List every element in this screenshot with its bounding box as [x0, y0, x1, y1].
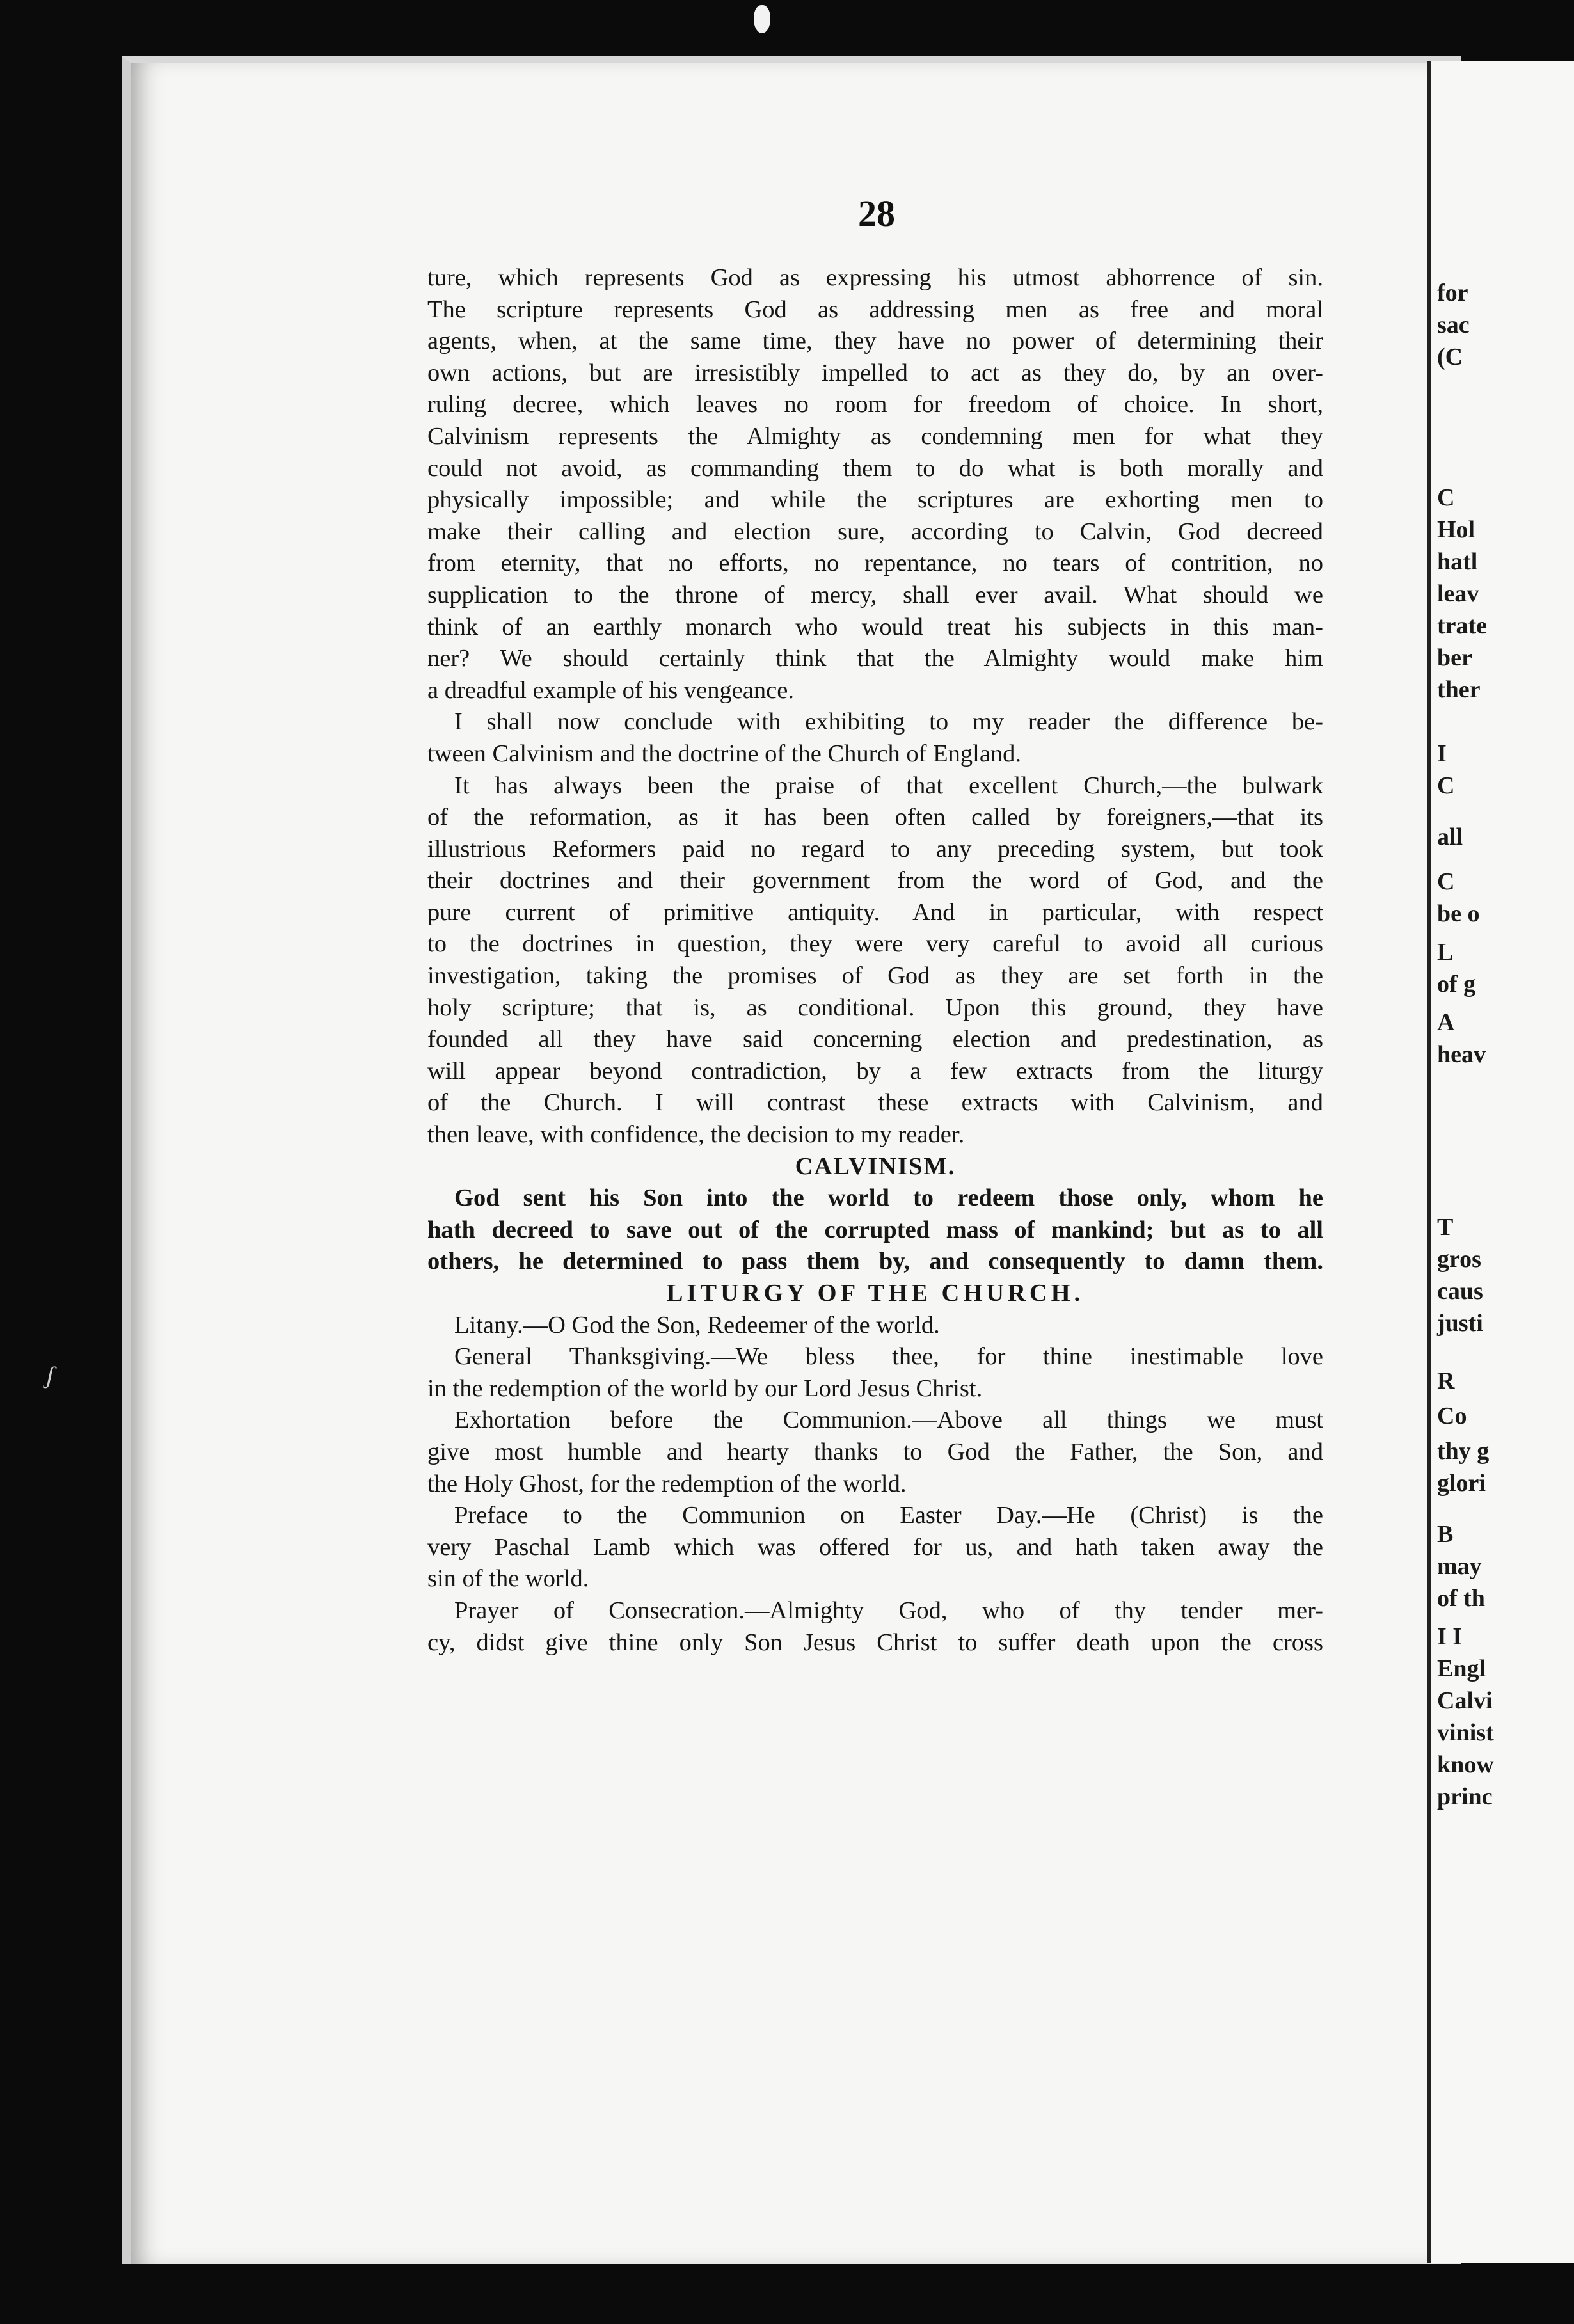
text-line: make their calling and election sure, according to Calvin, God decreed	[427, 518, 1323, 545]
text-line: cy, didst give thine only Son Jesus Christ to suffer death upon the cross	[427, 1628, 1323, 1656]
right-page-fragment: (C	[1437, 344, 1463, 370]
right-page-fragment: ber	[1437, 644, 1472, 671]
text-line: General Thanksgiving.—We bless thee, for thine inestimable love	[454, 1343, 1323, 1371]
paragraph-consecration	[427, 1595, 1323, 1659]
text-line: The scripture represents God as addressing men as free and moral	[427, 296, 1323, 323]
right-page-fragment: A	[1437, 1009, 1455, 1036]
text-line: founded all they have said concerning election and predestination, as	[427, 1026, 1323, 1053]
right-page-fragment: justi	[1437, 1310, 1483, 1337]
right-page-fragment: may	[1437, 1553, 1482, 1580]
right-page-fragment: C	[1437, 484, 1455, 511]
text-line: think of an earthly monarch who would treat his subjects in this man-	[427, 613, 1323, 641]
text-line: very Paschal Lamb which was offered for us, and hath taken away the	[427, 1533, 1323, 1561]
right-page-fragment: L	[1437, 939, 1454, 966]
right-page-fragment: princ	[1437, 1783, 1493, 1810]
paragraph-thanksgiving	[427, 1341, 1323, 1405]
text-line: their doctrines and their government from the word of God, and the	[427, 867, 1323, 895]
right-page-fragment: be o	[1437, 900, 1480, 927]
right-page-fragment: trate	[1437, 612, 1488, 639]
right-page-fragment: Co	[1437, 1403, 1467, 1429]
right-page-fragment: Calvi	[1437, 1687, 1493, 1714]
text-line: supplication to the throne of mercy, shall ever avail. What should we	[427, 581, 1323, 609]
paragraph-conclusion-intro	[427, 706, 1323, 770]
text-line: Preface to the Communion on Easter Day.—He (Christ) is the	[454, 1502, 1323, 1529]
right-page-fragment: thy g	[1437, 1438, 1490, 1465]
text-line: hath decreed to save out of the corrupted mass of mankind; but as to all	[427, 1216, 1323, 1243]
right-page-fragment: Hol	[1437, 516, 1475, 543]
text-line: Exhortation before the Communion.—Above all things we must	[454, 1406, 1323, 1434]
right-page-fragment: know	[1437, 1751, 1494, 1778]
text-line: ruling decree, which leaves no room for freedom of choice. In short,	[427, 391, 1323, 418]
paragraph-preface	[427, 1500, 1323, 1595]
text-line: own actions, but are irresistibly impelled to act as they do, by an over-	[427, 359, 1323, 386]
right-page-fragment: ther	[1437, 676, 1481, 703]
heading-liturgy: LITURGY OF THE CHURCH.	[666, 1280, 1085, 1307]
heading-calvinism: CALVINISM.	[795, 1152, 956, 1180]
text-line: Calvinism represents the Almighty as condemning men for what they	[427, 422, 1323, 450]
right-page-fragment: B	[1437, 1521, 1454, 1548]
right-page-fragment: leav	[1437, 580, 1479, 607]
right-page-fragment: I I	[1437, 1623, 1463, 1650]
right-page-fragment: all	[1437, 824, 1463, 850]
paragraph-church-praise	[427, 770, 1323, 1151]
text-line: Prayer of Consecration.—Almighty God, who of thy tender mer-	[454, 1596, 1323, 1624]
text-line: agents, when, at the same time, they have no power of determining their	[427, 328, 1323, 355]
right-page-fragment: C	[1437, 868, 1455, 895]
paragraph-exhortation	[427, 1405, 1323, 1500]
text-line: investigation, taking the promises of God as they are set forth in the	[427, 962, 1323, 990]
text-line: a dreadful example of his vengeance.	[427, 676, 794, 704]
right-page-fragment: R	[1437, 1367, 1455, 1394]
right-page-fragment: sac	[1437, 312, 1470, 338]
text-line: of the Church. I will contrast these extracts with Calvinism, and	[427, 1089, 1323, 1117]
text-line: others, he determined to pass them by, and consequently to damn them.	[427, 1248, 1323, 1275]
text-line: sin of the world.	[427, 1565, 589, 1593]
text-line: pure current of primitive antiquity. And in particular, with respect	[427, 898, 1323, 926]
text-line: tween Calvinism and the doctrine of the Church of England.	[427, 740, 1022, 767]
text-line: could not avoid, as commanding them to do what is both morally and	[427, 454, 1323, 482]
litany-line: Litany.—O God the Son, Redeemer of the world.	[454, 1311, 940, 1339]
right-page-fragment: hatl	[1437, 548, 1478, 575]
text-line: from eternity, that no efforts, no repentance, no tears of contrition, no	[427, 550, 1323, 577]
right-page-fragment: of g	[1437, 971, 1476, 998]
paragraph-calvinism-doctrine	[427, 1182, 1323, 1278]
right-page-fragment: Engl	[1437, 1655, 1486, 1682]
page-text	[427, 262, 1323, 1659]
text-line: give most humble and hearty thanks to God the Father, the Son, and	[427, 1438, 1323, 1465]
right-page-fragment: of th	[1437, 1585, 1485, 1612]
text-line: physically impossible; and while the scriptures are exhorting men to	[427, 486, 1323, 514]
right-page-fragment: heav	[1437, 1041, 1486, 1068]
right-page-edge	[1427, 61, 1574, 2263]
paragraph-calvinism-critique	[427, 262, 1323, 706]
text-line: the Holy Ghost, for the redemption of the world.	[427, 1470, 907, 1497]
page-number: 28	[858, 193, 895, 234]
text-line: in the redemption of the world by our Lord Jesus Christ.	[427, 1374, 983, 1402]
text-line: to the doctrines in question, they were very careful to avoid all curious	[427, 930, 1323, 958]
right-page-fragment: glori	[1437, 1470, 1486, 1497]
right-page-fragment: gros	[1437, 1246, 1481, 1273]
text-line: It has always been the praise of that excellent Church,—the bulwark	[454, 772, 1323, 799]
stray-mark: ʃ	[43, 1360, 58, 1390]
right-page-fragment: C	[1437, 772, 1455, 799]
text-line: then leave, with confidence, the decision to my reader.	[427, 1121, 965, 1149]
right-page-fragment: caus	[1437, 1278, 1483, 1305]
text-line: ner? We should certainly think that the Almighty would make him	[427, 645, 1323, 673]
text-line: ture, which represents God as expressing his utmost abhorrence of sin.	[427, 264, 1323, 291]
spine-notch	[754, 5, 770, 33]
right-page-fragment: T	[1437, 1214, 1454, 1241]
right-page-fragment: for	[1437, 280, 1468, 306]
text-line: of the reformation, as it has been often called by foreigners,—that its	[427, 804, 1323, 831]
right-page-fragment: vinist	[1437, 1719, 1494, 1746]
text-line: God sent his Son into the world to redeem those only, whom he	[454, 1184, 1323, 1212]
text-line: I shall now conclude with exhibiting to my reader the difference be-	[454, 708, 1323, 736]
text-line: holy scripture; that is, as conditional. Upon this ground, they have	[427, 994, 1323, 1021]
right-page-fragment: I	[1437, 740, 1447, 767]
text-line: illustrious Reformers paid no regard to any preceding system, but took	[427, 835, 1323, 863]
text-line: will appear beyond contradiction, by a few extracts from the liturgy	[427, 1057, 1323, 1085]
